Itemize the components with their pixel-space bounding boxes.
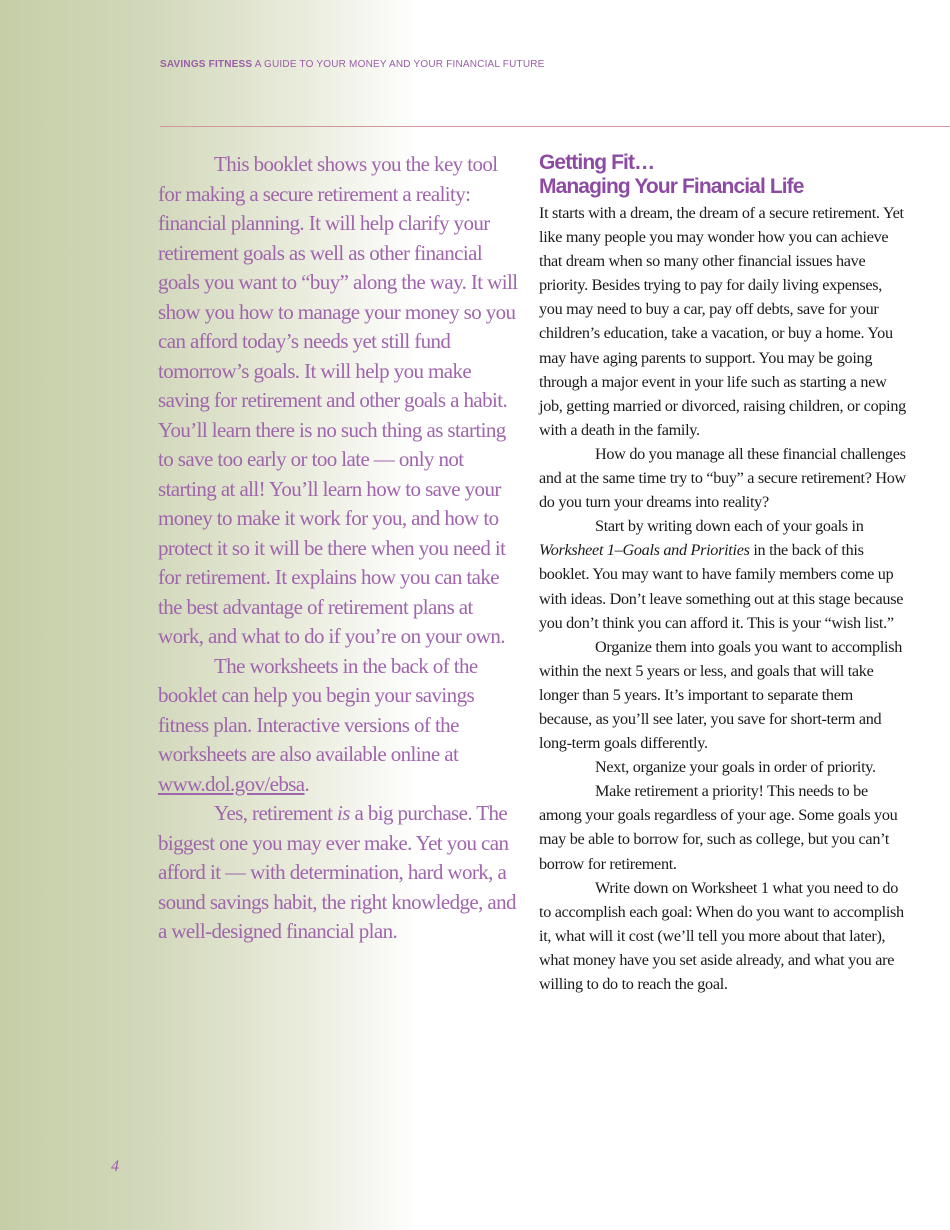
body-paragraph: Make retirement a priority! This needs to be among your goals regardless of your age. Some goals you may be able to borrow for, such as college, but you can’t borrow for retirement. bbox=[539, 782, 898, 873]
ebsa-link[interactable]: www.dol.gov/ebsa bbox=[158, 771, 305, 796]
running-head bbox=[160, 59, 545, 70]
body-paragraph: How do you manage all these financial challenges and at the same time try to “buy” a secure retirement? How do you turn your dreams into reality? bbox=[539, 444, 906, 512]
series-subtitle: A GUIDE TO YOUR MONEY AND YOUR FINANCIAL FUTURE bbox=[254, 59, 545, 70]
intro-paragraph: The worksheets in the back of the booklet can help you begin your savings fitness plan. Interactive versions of the worksheets are also available online at www.dol.gov/ebsa. bbox=[158, 653, 478, 796]
series-title: SAVINGS FITNESS bbox=[160, 59, 253, 70]
body-paragraph: Start by writing down each of your goals in Worksheet 1–Goals and Priorities in the back of this booklet. You may want to have family members come up with ideas. Don’t leave something out at this stage because you don’t think you can afford it. This is your “wish list.” bbox=[539, 517, 904, 632]
page-number: 4 bbox=[111, 1158, 119, 1175]
intro-column bbox=[158, 150, 522, 947]
intro-paragraph: This booklet shows you the key tool for making a secure retirement a reality: financial planning. It will help clarify your retirement goals as well as other financial goals you want to “buy” along the way. It will show you how to manage your money so you can afford today’s needs yet still fund tomorrow’s goals. It will help you make saving for retirement and other goals a habit. You’ll learn there is no such thing as starting to save too early or too late — only not starting at all! You’ll learn how to save your money to make it work for you, and how to protect it so it will be there when you need it for retirement. It explains how you can take the best advantage of retirement plans at work, and what to do if you’re on your own. bbox=[158, 152, 518, 648]
body-paragraph: It starts with a dream, the dream of a secure retirement. Yet like many people you may wonder how you can achieve that dream when so many other financial issues have priority. Besides trying to pay for daily living expenses, you may need to buy a car, pay off debts, save for your children’s education, take a vacation, or buy a home. You may have aging parents to support. You may be going through a major event in your life such as starting a new job, getting married or divorced, raising children, or coping with a death in the family. bbox=[539, 204, 906, 439]
body-paragraph: Write down on Worksheet 1 what you need to do to accomplish each goal: When do you want to accomplish it, what will it cost (we’ll tell you more about that later), what money have you set aside already, and what you are willing to do to reach the goal. bbox=[539, 878, 904, 993]
section-column bbox=[539, 151, 909, 996]
emphasis: is bbox=[337, 801, 350, 825]
header-divider bbox=[160, 126, 950, 127]
worksheet-reference: Worksheet 1–Goals and Priorities bbox=[539, 541, 750, 560]
section-heading: Getting Fit… Managing Your Financial Life bbox=[539, 151, 804, 198]
intro-text: The worksheets in the back of the booklet can help you begin your savings fitness plan. Interactive versions of the worksheets are also available online at bbox=[158, 653, 478, 766]
body-paragraph: Next, organize your goals in order of priority. bbox=[595, 758, 876, 777]
intro-paragraph: Yes, retirement is a big purchase. The biggest one you may ever make. Yet you can afford it — with determination, hard work, a sound savings habit, the right knowledge, and a well-designed financial plan. bbox=[158, 801, 516, 943]
body-paragraph: Organize them into goals you want to accomplish within the next 5 years or less, and goals that will take longer than 5 years. It’s important to separate them because, as you’ll see later, you save for short-term and long-term goals differently. bbox=[539, 637, 903, 753]
